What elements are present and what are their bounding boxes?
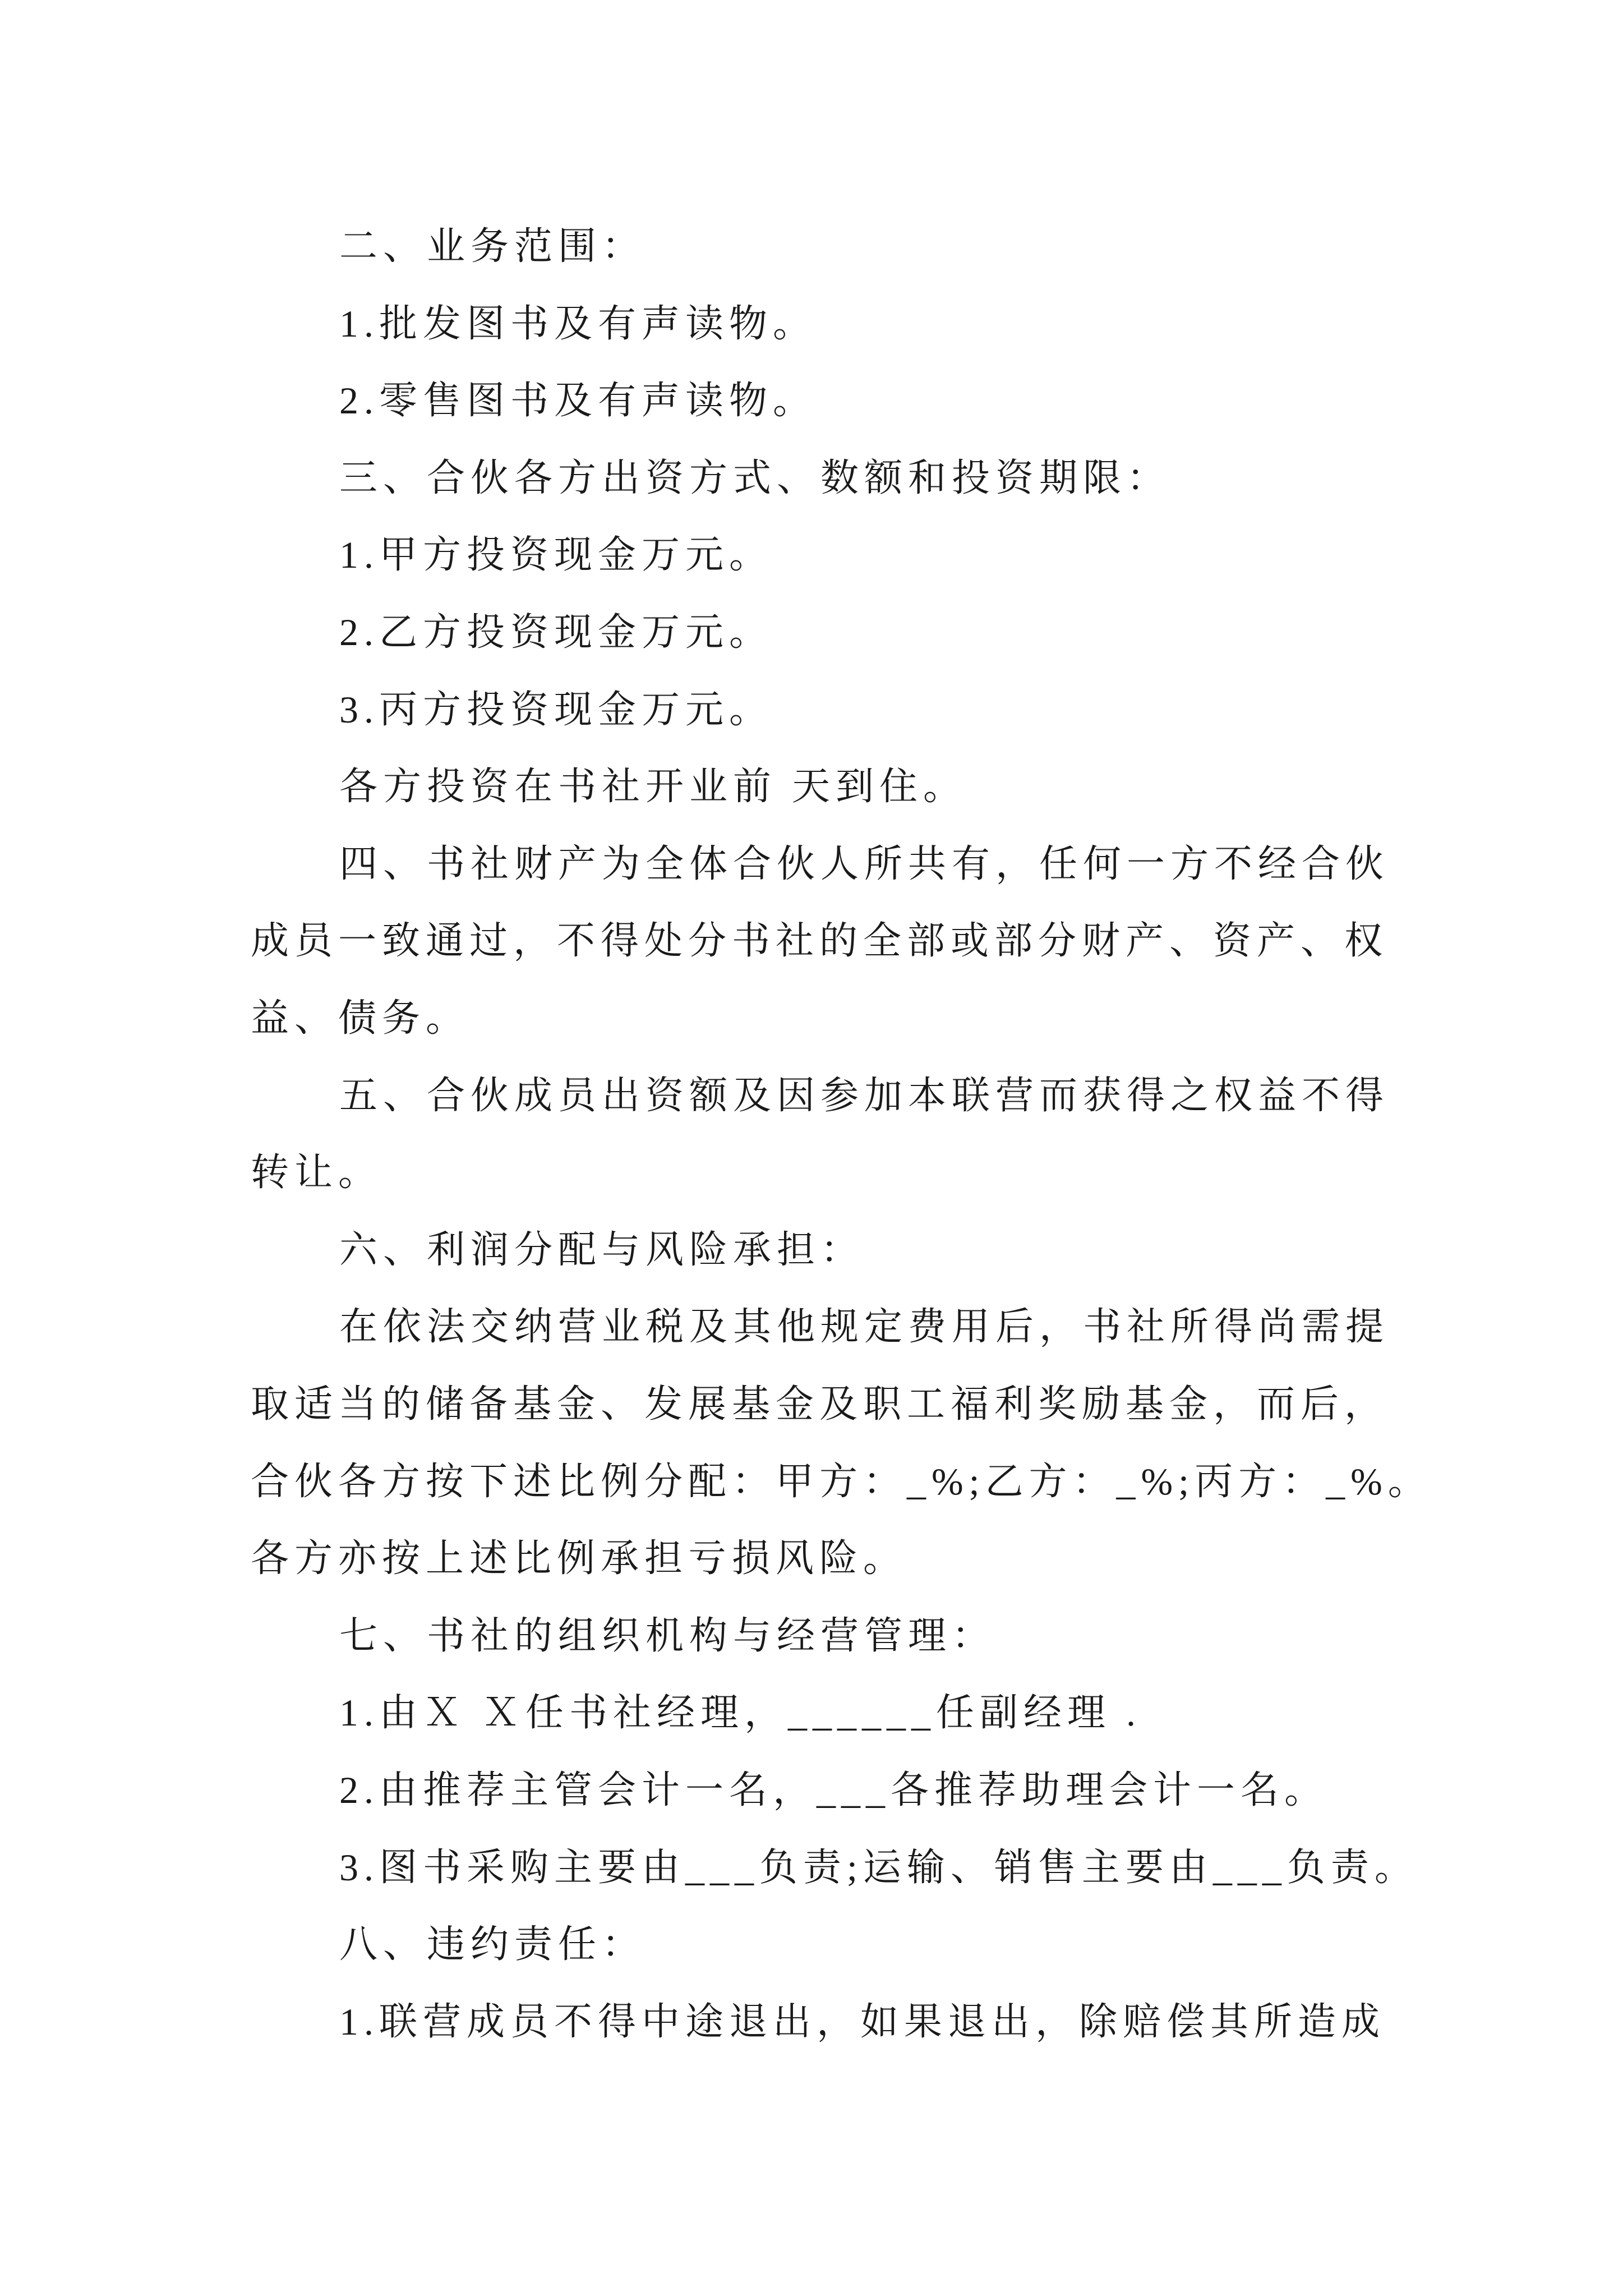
text-line: 3.丙方投资现金万元。	[339, 688, 773, 731]
text-line: 1.联营成员不得中途退出，如果退出，除赔偿其所造成	[339, 2000, 1386, 2043]
text-line: 转让。	[251, 1151, 382, 1194]
text-line: 三、合伙各方出资方式、数额和投资期限：	[339, 457, 1171, 499]
text-line: 六、利润分配与风险承担：	[339, 1228, 865, 1271]
text-line: 2.由推荐主管会计一名，___各推荐助理会计一名。	[339, 1769, 1329, 1811]
text-line: 五、合伙成员出资额及因参加本联营而获得之权益不得	[339, 1074, 1390, 1117]
text-line: 2.零售图书及有声读物。	[339, 379, 817, 422]
text-line: 益、债务。	[251, 997, 470, 1039]
text-line: 各方投资在书社开业前 天到住。	[339, 765, 967, 808]
text-line: 成员一致通过，不得处分书社的全部或部分财产、资产、权	[251, 919, 1389, 962]
text-line: 1.甲方投资现金万元。	[339, 533, 773, 576]
text-line: 3.图书采购主要由___负责;运输、销售主要由___负责。	[339, 1846, 1418, 1889]
text-line: 二、业务范围：	[339, 225, 646, 268]
text-line: 八、违约责任：	[339, 1923, 646, 1966]
text-line: 各方亦按上述比例承担亏损风险。	[251, 1537, 907, 1580]
text-line: 2.乙方投资现金万元。	[339, 611, 773, 654]
text-line: 在依法交纳营业税及其他规定费用后，书社所得尚需提	[339, 1305, 1390, 1348]
text-line: 1.由Ｘ Ｘ任书社经理，______任副经理 .	[339, 1691, 1142, 1734]
text-line: 1.批发图书及有声读物。	[339, 302, 817, 345]
text-line: 取适当的储备基金、发展基金及职工福利奖励基金，而后，	[251, 1383, 1389, 1425]
text-line: 四、书社财产为全体合伙人所共有，任何一方不经合伙	[339, 843, 1390, 885]
text-line: 七、书社的组织机构与经营管理：	[339, 1614, 996, 1657]
text-line: 合伙各方按下述比例分配：甲方：_%;乙方：_%;丙方：_%。	[251, 1460, 1432, 1503]
